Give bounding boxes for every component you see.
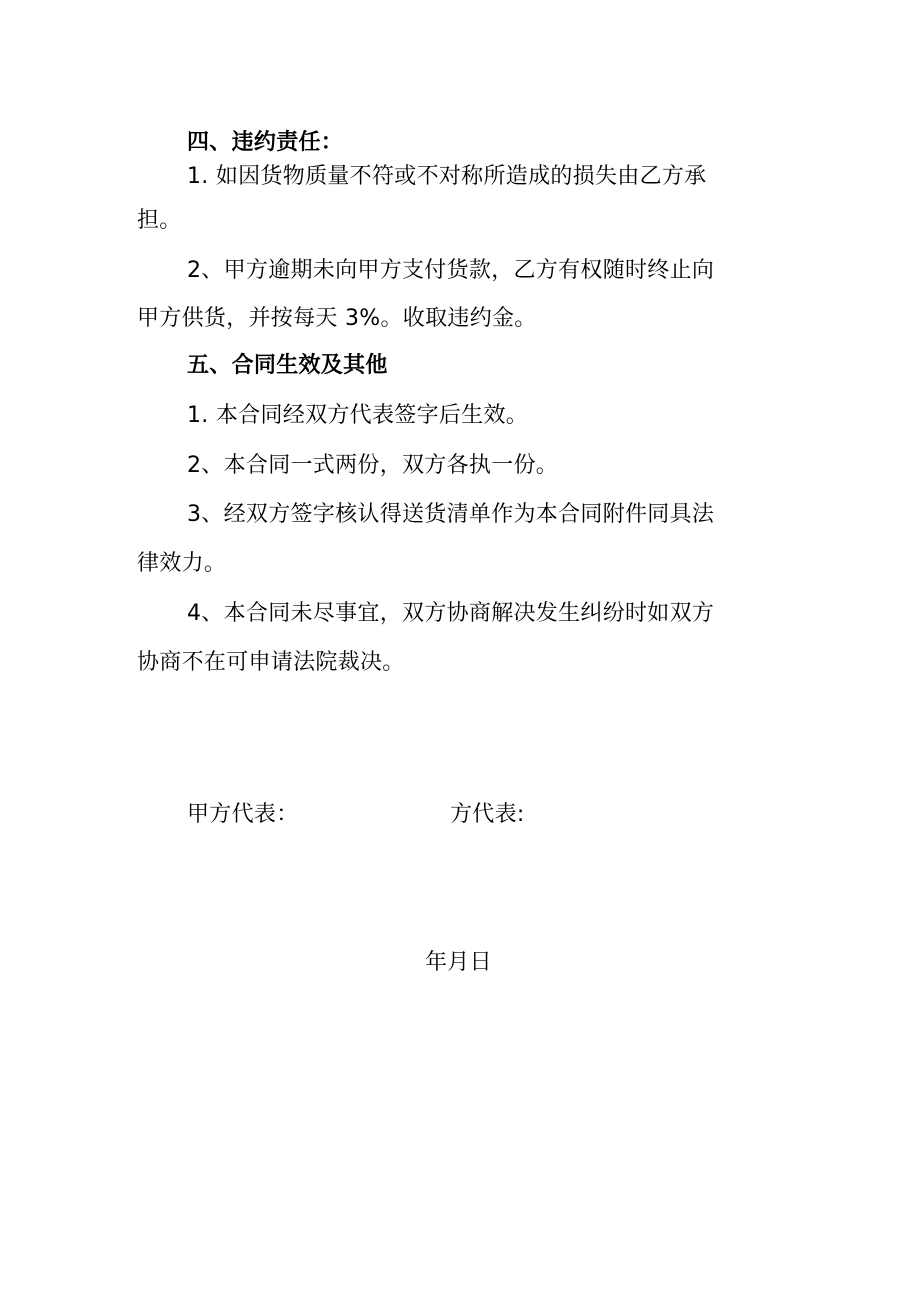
section5-item2: 2、本合同一式两份，双方各执一份。	[187, 453, 559, 478]
section4-item1-line1: 1. 如因货物质量不符或不对称所造成的损失由乙方承	[187, 164, 707, 189]
section4-item2-line2: 甲方供货，并按每天 3%。收取违约金。	[137, 306, 537, 331]
section5-item1: 1. 本合同经双方代表签字后生效。	[187, 403, 529, 428]
section4-heading: 四、违约责任：	[187, 130, 344, 155]
section4-item1-line2: 担。	[137, 208, 182, 233]
section5-item3-line1: 3、经双方签字核认得送货清单作为本合同附件同具法	[187, 502, 715, 527]
party-a-signature-label: 甲方代表：	[187, 802, 299, 827]
section5-item4-line1: 4、本合同未尽事宜，双方协商解决发生纠纷时如双方	[187, 601, 715, 626]
section5-item4-line2: 协商不在可申请法院裁决。	[137, 650, 405, 675]
party-b-signature-label: 方代表:	[450, 802, 525, 827]
section4-item2-line1: 2、甲方逾期未向甲方支付货款，乙方有权随时终止向	[187, 258, 715, 283]
date-line: 年月日	[425, 950, 492, 975]
section5-heading: 五、合同生效及其他	[187, 353, 388, 378]
section5-item3-line2: 律效力。	[137, 551, 227, 576]
